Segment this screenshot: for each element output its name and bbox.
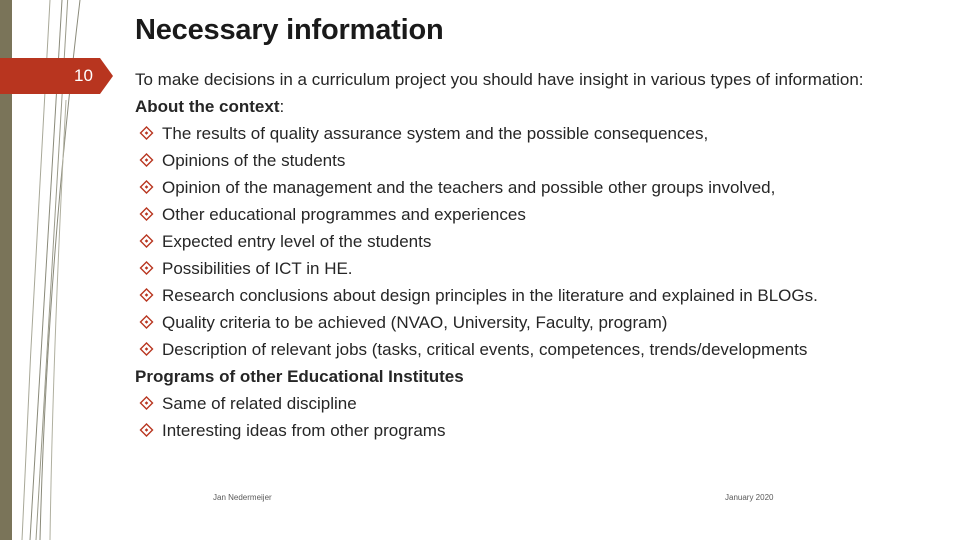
bullet-item-text: Quality criteria to be achieved (NVAO, University, Faculty, program) — [162, 313, 668, 332]
section-heading-text: About the context — [135, 97, 280, 116]
diamond-bullet-icon — [137, 260, 156, 276]
bullet-item-text: Research conclusions about design principles in the literature and explained in BLOGs. — [162, 286, 818, 305]
bullet-item-text: Possibilities of ICT in HE. — [162, 259, 353, 278]
diamond-bullet-icon — [137, 314, 156, 330]
bullet-item — [135, 228, 945, 255]
bullet-item-text: The results of quality assurance system and the possible consequences, — [162, 124, 709, 143]
section-heading — [135, 93, 945, 120]
diamond-bullet-icon — [137, 179, 156, 195]
diamond-bullet-icon — [137, 125, 156, 141]
bullet-item — [135, 255, 945, 282]
slide-title: Necessary information — [135, 14, 444, 46]
bullet-item — [135, 417, 945, 444]
bullet-list — [135, 120, 945, 363]
footer-date: January 2020 — [725, 493, 774, 502]
diamond-bullet-icon — [137, 233, 156, 249]
bullet-item — [135, 120, 945, 147]
bullet-item — [135, 390, 945, 417]
footer-author: Jan Nedermeijer — [213, 493, 272, 502]
diamond-bullet-icon — [137, 206, 156, 222]
diamond-bullet-icon — [137, 422, 156, 438]
bullet-item-text: Same of related discipline — [162, 394, 357, 413]
bullet-item — [135, 147, 945, 174]
bullet-item — [135, 201, 945, 228]
bullet-item-text: Other educational programmes and experiences — [162, 205, 526, 224]
bullet-item-text: Opinions of the students — [162, 151, 346, 170]
diamond-bullet-icon — [137, 152, 156, 168]
bullet-item-text: Opinion of the management and the teachers and possible other groups involved, — [162, 178, 776, 197]
bullet-item — [135, 336, 945, 363]
section-heading-suffix: : — [279, 97, 285, 116]
bullet-item — [135, 309, 945, 336]
intro-text: To make decisions in a curriculum project you should have insight in various types of information: — [135, 70, 864, 89]
bullet-item — [135, 174, 945, 201]
bullet-item-text: Interesting ideas from other programs — [162, 421, 446, 440]
section-heading — [135, 363, 945, 390]
bullet-list — [135, 390, 945, 444]
bullet-item — [135, 282, 945, 309]
bullet-item-text: Description of relevant jobs (tasks, critical events, competences, trends/developments — [162, 340, 808, 359]
diamond-bullet-icon — [137, 395, 156, 411]
diamond-bullet-icon — [137, 287, 156, 303]
section-heading-text: Programs of other Educational Institutes — [135, 367, 464, 386]
bullet-item-text: Expected entry level of the students — [162, 232, 432, 251]
diamond-bullet-icon — [137, 341, 156, 357]
slide-content — [135, 66, 945, 444]
slide-number-tab — [0, 58, 113, 94]
slide-number: 10 — [74, 66, 93, 85]
